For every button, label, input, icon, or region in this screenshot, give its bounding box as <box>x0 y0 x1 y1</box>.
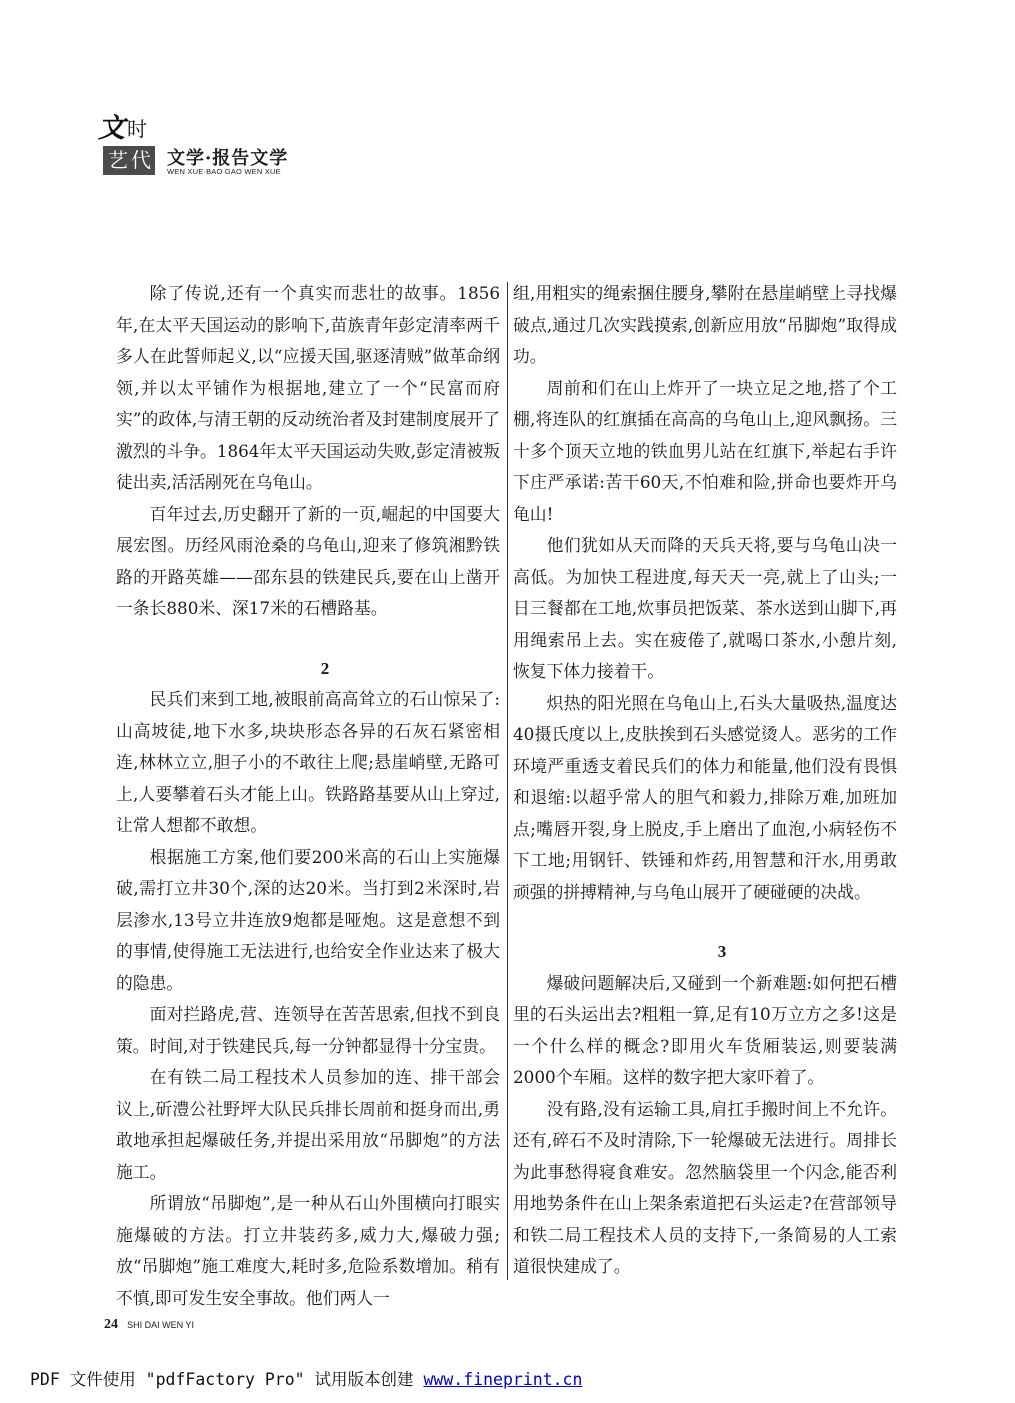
magazine-pinyin: SHI DAI WEN YI <box>127 1320 194 1330</box>
masthead <box>96 113 356 175</box>
paragraph: 没有路,没有运输工具,肩扛手搬时间上不允许。还有,碎石不及时清除,下一轮爆破无法进行。周排长为此事愁得寝食难安。忽然脑袋里一个闪念,能否利用地势条件在山上架条索道把石头运走?在营部领导和铁二局工程技术人员的支持下,一条简易的人工索道很快建成了。 <box>513 1098 897 1276</box>
left-column <box>116 278 500 1314</box>
logo-char-shi: 时 <box>127 117 147 141</box>
column-divider <box>507 282 508 1280</box>
paragraph: 民兵们来到工地,被眼前高高耸立的石山惊呆了:山高坡徒,地下水多,块块形态各异的石灰石紧密相连,林林立立,胆子小的不敢往上爬;悬崖峭壁,无路可上,人要攀着石头才能上山。铁路路基要从山上穿过,让常人想都不敢想。 <box>116 689 500 835</box>
section-number: 3 <box>717 942 727 961</box>
magazine-logo <box>96 113 156 175</box>
footer-text: PDF 文件使用 "pdfFactory Pro" 试用版本创建 <box>30 1370 414 1389</box>
right-column <box>513 278 897 1283</box>
logo-char-yi: 艺 <box>108 148 128 172</box>
paragraph: 面对拦路虎,营、连领导在苦苦思索,但找不到良策。时间,对于铁建民兵,每一分钟都显得十分宝贵。 <box>116 1004 500 1056</box>
paragraph: 所谓放“吊脚炮”,是一种从石山外围横向打眼实施爆破的方法。打立井装药多,威力大,爆破力强;放“吊脚炮”施工难度大,耗时多,危险系数增加。稍有不慎,即可发生安全事故。他们两人一 <box>116 1193 500 1308</box>
footer-link[interactable]: www.fineprint.cn <box>423 1370 583 1389</box>
logo-char-wen: 文 <box>98 113 125 144</box>
paragraph: 在有铁二局工程技术人员参加的连、排干部会议上,斫澧公社野坪大队民兵排长周前和挺身而出,勇敢地承担起爆破任务,并提出采用放“吊脚炮”的方法施工。 <box>116 1067 500 1182</box>
paragraph: 百年过去,历史翻开了新的一页,崛起的中国要大展宏图。历经风雨沧桑的乌龟山,迎来了修筑湘黔铁路的开路英雄——邵东县的铁建民兵,要在山上凿开一条长880米、深17米的石槽路基。 <box>116 503 500 618</box>
page-number: 24 <box>104 1317 118 1332</box>
section-pinyin: WEN XUE·BAO GAO WEN XUE <box>167 167 281 176</box>
paragraph-continuation: 组,用粗实的绳索捆住腰身,攀附在悬崖峭壁上寻找爆破点,通过几次实践摸索,创新应用放“吊脚炮”取得成功。 <box>513 283 897 366</box>
pdf-footer <box>30 1366 582 1390</box>
paragraph: 根据施工方案,他们要200米高的石山上实施爆破,需打立井30个,深的达20米。当打到2米深时,岩层渗水,13号立井连放9炮都是哑炮。这是意想不到的事情,使得施工无法进行,也给安全作业达来了极大的隐患。 <box>116 846 500 993</box>
page-folio <box>104 1313 194 1333</box>
section-title: 文学·报告文学 <box>167 148 289 169</box>
paragraph: 爆破问题解决后,又碰到一个新难题:如何把石槽里的石头运出去?粗粗一算,足有10万立方之多!这是一个什么样的概念?即用火车货厢装运,则要装满2000个车厢。这样的数字把大家吓着了。 <box>513 972 897 1087</box>
section-number: 2 <box>320 658 330 678</box>
paragraph: 除了传说,还有一个真实而悲壮的故事。1856年,在太平天国运动的影响下,苗族青年彭定清率两千多人在此誓师起义,以“应援天国,驱逐清贼”做革命纲领,并以太平铺作为根据地,建立了一个“民富而府实”的政体,与清王朝的反动统治者及封建制度展开了激烈的斗争。1864年太平天国运动失败,彭定清被叛徒出卖,活活剐死在乌龟山。 <box>116 283 500 492</box>
logo-char-dai: 代 <box>131 148 151 172</box>
paragraph: 周前和们在山上炸开了一块立足之地,搭了个工棚,将连队的红旗插在高高的乌龟山上,迎风飘扬。三十多个顶天立地的铁血男儿站在红旗下,举起右手许下庄严承诺:苦干60天,不怕难和险,拼命也要炸开乌龟山! <box>513 377 897 524</box>
paragraph: 炽热的阳光照在乌龟山上,石头大量吸热,温度达40摄氏度以上,皮肤挨到石头感觉烫人。恶劣的工作环境严重透支着民兵们的体力和能量,他们没有畏惧和退缩:以超乎常人的胆气和毅力,排除万难,加班加点;嘴唇开裂,身上脱皮,手上磨出了血泡,小病轻伤不下工地;用钢钎、铁锤和炸药,用智慧和汗水,用勇敢顽强的拼搏精神,与乌龟山展开了硬碰硬的决战。 <box>513 692 897 902</box>
paragraph: 他们犹如从天而降的天兵天将,要与乌龟山决一高低。为加快工程进度,每天天一亮,就上了山头;一日三餐都在工地,炊事员把饭菜、茶水送到山脚下,再用绳索吊上去。实在疲倦了,就喝口茶水,小憩片刻,恢复下体力接着干。 <box>513 535 897 681</box>
